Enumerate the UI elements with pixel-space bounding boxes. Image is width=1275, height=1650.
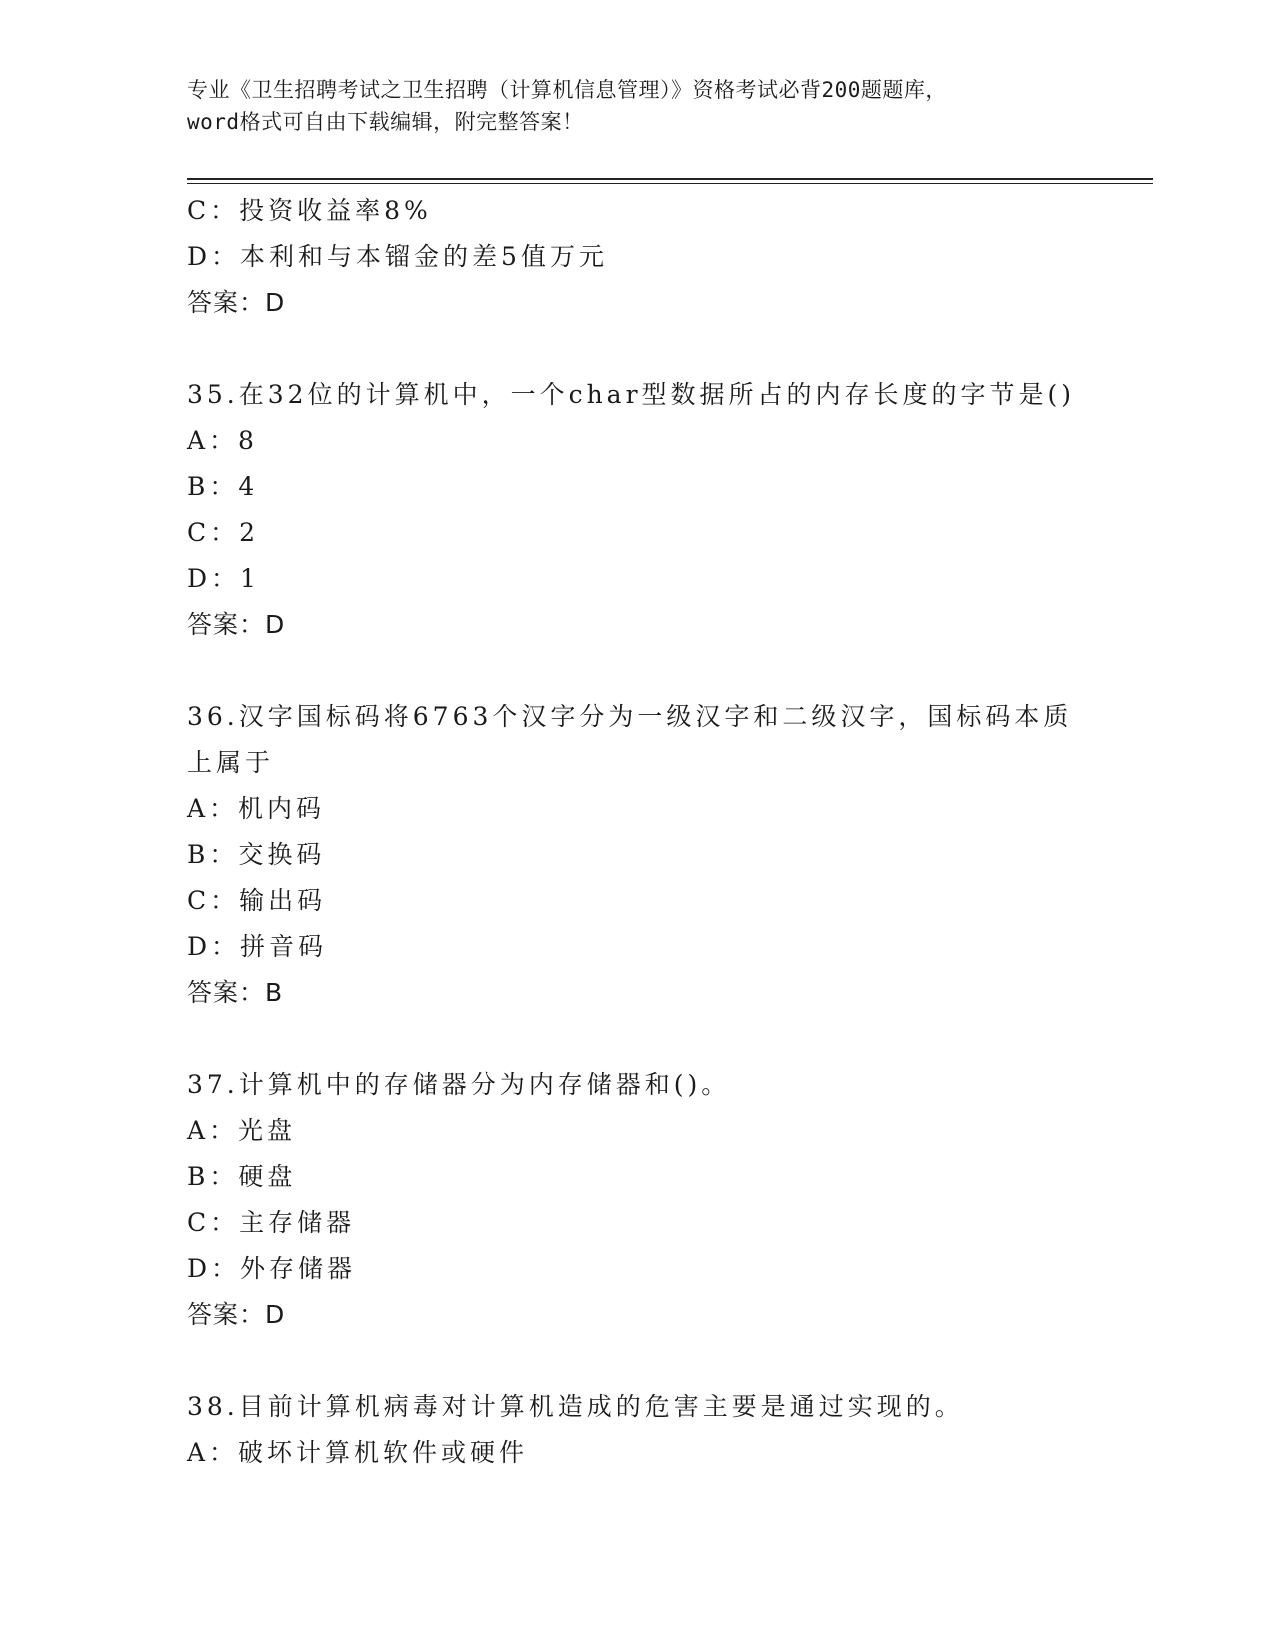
option-b: B：硬盘 bbox=[187, 1162, 297, 1191]
option-a: A：8 bbox=[187, 426, 258, 455]
question-38 bbox=[187, 1384, 1087, 1476]
question-36 bbox=[187, 694, 1087, 1016]
question-stem-cont: 上属于 bbox=[187, 748, 275, 777]
question-stem: 35.在32位的计算机中，一个char型数据所占的内存长度的字节是() bbox=[187, 380, 1076, 409]
question-stem: 36.汉字国标码将6763个汉字分为一级汉字和二级汉字，国标码本质 bbox=[187, 702, 1073, 731]
option-a: A：光盘 bbox=[187, 1116, 297, 1145]
header-divider-thick bbox=[187, 178, 1153, 180]
answer: 答案：D bbox=[187, 1300, 286, 1329]
header-divider-thin bbox=[187, 183, 1153, 184]
question-stem: 38.目前计算机病毒对计算机造成的危害主要是通过实现的。 bbox=[187, 1392, 964, 1421]
header-line-1: 专业《卫生招聘考试之卫生招聘（计算机信息管理）》资格考试必背200题题库， bbox=[187, 78, 947, 102]
answer: 答案：D bbox=[187, 610, 286, 639]
question-list bbox=[187, 188, 1087, 1476]
option-b: B：交换码 bbox=[187, 840, 326, 869]
option-d: D：拼音码 bbox=[187, 932, 328, 961]
option-a: A：破坏计算机软件或硬件 bbox=[187, 1438, 529, 1467]
option-d: D：外存储器 bbox=[187, 1254, 357, 1283]
answer: 答案：B bbox=[187, 978, 284, 1007]
option-c: C：主存储器 bbox=[187, 1208, 356, 1237]
question-34-continued bbox=[187, 188, 1087, 326]
option-a: A：机内码 bbox=[187, 794, 326, 823]
document-header bbox=[187, 74, 1087, 138]
option-d: D：本利和与本镏金的差5值万元 bbox=[187, 242, 608, 271]
option-c: C：投资收益率8% bbox=[187, 196, 432, 225]
question-35 bbox=[187, 372, 1087, 648]
answer: 答案：D bbox=[187, 288, 286, 317]
header-line-2: word格式可自由下载编辑，附完整答案！ bbox=[187, 110, 584, 134]
question-stem: 37.计算机中的存储器分为内存储器和()。 bbox=[187, 1070, 731, 1099]
option-b: B：4 bbox=[187, 472, 259, 501]
option-c: C：输出码 bbox=[187, 886, 327, 915]
option-d: D：1 bbox=[187, 564, 260, 593]
option-c: C：2 bbox=[187, 518, 260, 547]
question-37 bbox=[187, 1062, 1087, 1338]
